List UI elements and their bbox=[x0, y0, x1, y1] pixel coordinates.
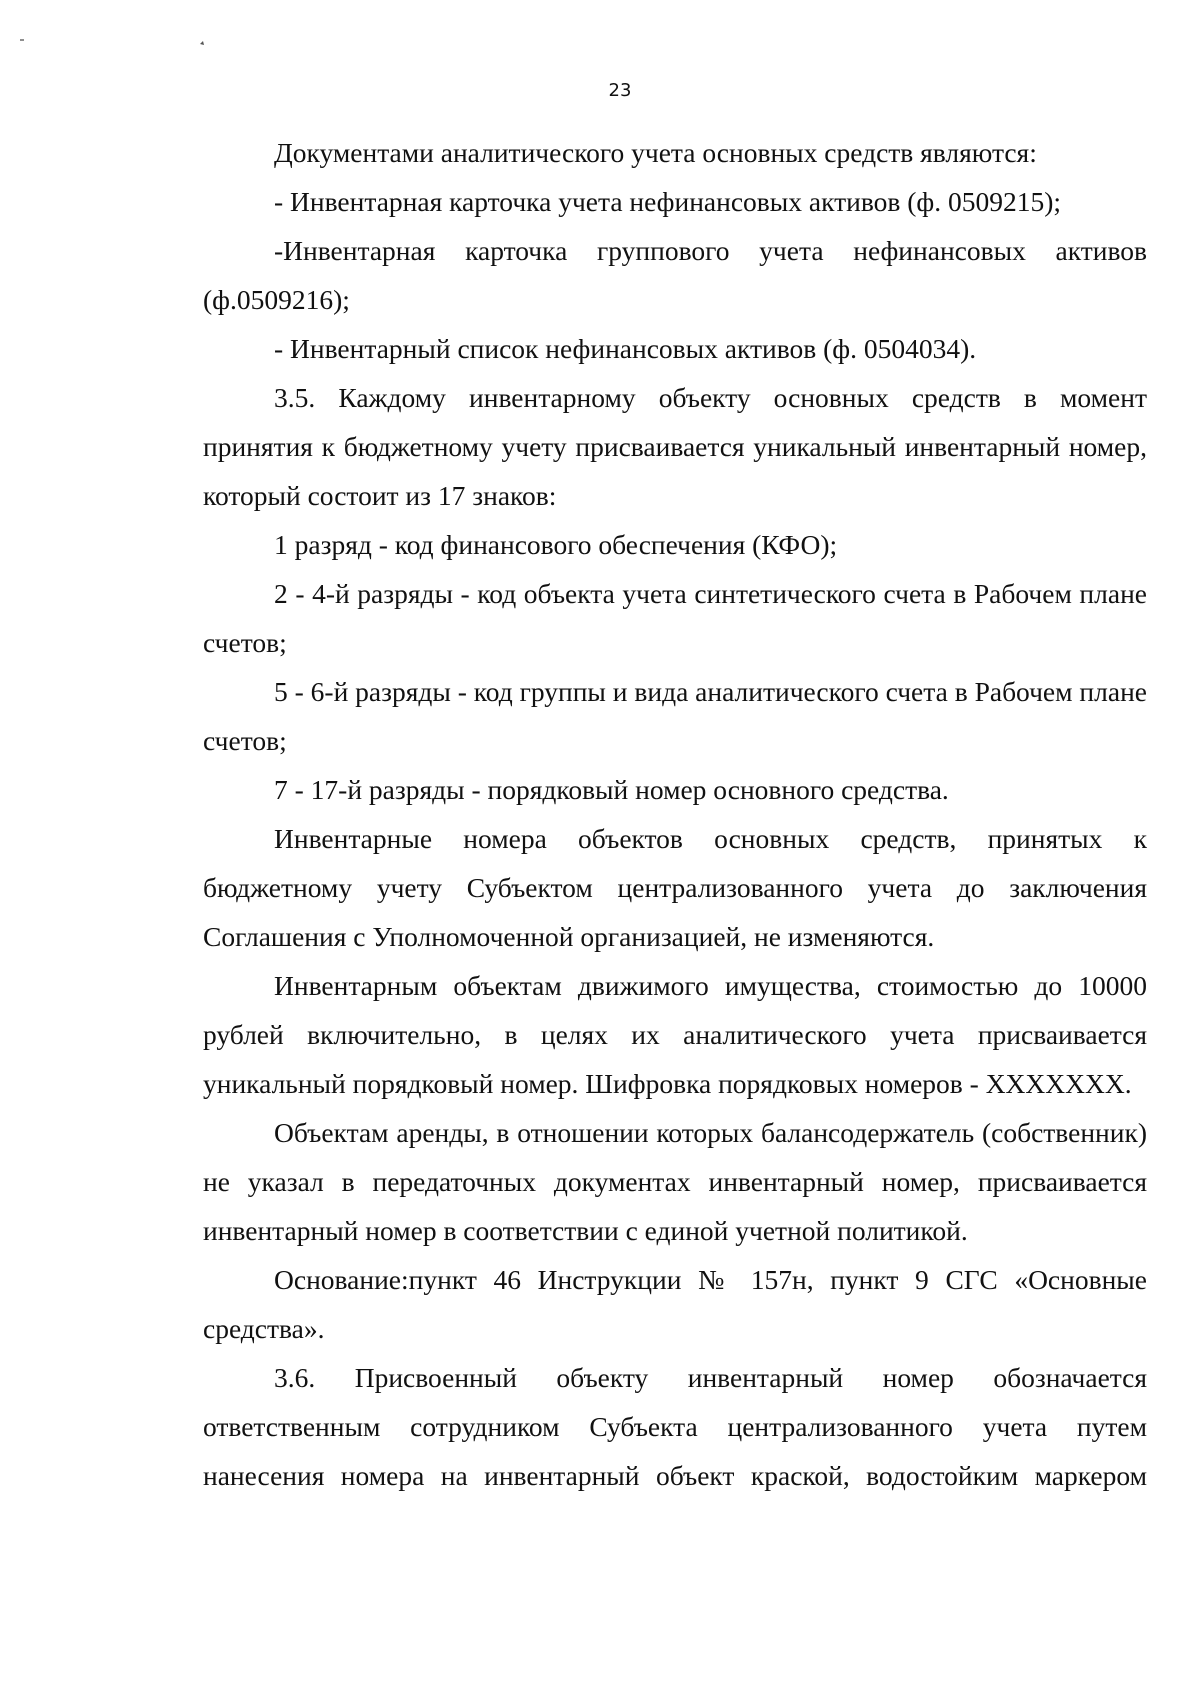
paragraph: - Инвентарная карточка учета нефинансовых активов (ф. 0509215); bbox=[274, 186, 1062, 217]
paragraph: Документами аналитического учета основных средств являются: bbox=[274, 137, 1037, 168]
paragraph: 3.6. Присвоенный объекту инвентарный номер обозначается ответственным сотрудником Субъекта централизованного учета путем нанесения номера на инвентарный объект краской, водостойким маркером bbox=[203, 1362, 1147, 1491]
paragraph: Основание:пункт 46 Инструкции № 157н, пункт 9 СГС «Основные средства». bbox=[203, 1264, 1147, 1344]
page-number: 23 bbox=[608, 80, 632, 101]
paragraph: 1 разряд - код финансового обеспечения (КФО); bbox=[274, 529, 838, 560]
paragraph: Инвентарные номера объектов основных средств, принятых к бюджетному учету Субъектом централизованного учета до заключения Соглашения с Уполномоченной организацией, не изменяются. bbox=[203, 823, 1147, 952]
scan-specks bbox=[0, 0, 260, 70]
paragraph: 5 - 6-й разряды - код группы и вида аналитического счета в Рабочем плане счетов; bbox=[203, 676, 1147, 756]
paragraph: Инвентарным объектам движимого имущества, стоимостью до 10000 рублей включительно, в целях их аналитического учета присваивается уникальный порядковый номер. Шифровка порядковых номеров - ХХХХХХХ. bbox=[203, 970, 1147, 1099]
paragraph: Объектам аренды, в отношении которых балансодержатель (собственник) не указал в передаточных документах инвентарный номер, присваивается инвентарный номер в соответствии с единой учетной политикой. bbox=[203, 1117, 1147, 1246]
paragraph: 7 - 17-й разряды - порядковый номер основного средства. bbox=[274, 774, 949, 805]
paragraph: 3.5. Каждому инвентарному объекту основных средств в момент принятия к бюджетному учету присваивается уникальный инвентарный номер, который состоит из 17 знаков: bbox=[203, 382, 1147, 511]
scan-speck bbox=[200, 41, 204, 45]
paragraph: - Инвентарный список нефинансовых активов (ф. 0504034). bbox=[274, 333, 977, 364]
document-body bbox=[203, 128, 1147, 1500]
paragraph: 2 - 4-й разряды - код объекта учета синтетического счета в Рабочем плане счетов; bbox=[203, 578, 1147, 658]
paragraph: -Инвентарная карточка группового учета нефинансовых активов (ф.0509216); bbox=[203, 235, 1147, 315]
